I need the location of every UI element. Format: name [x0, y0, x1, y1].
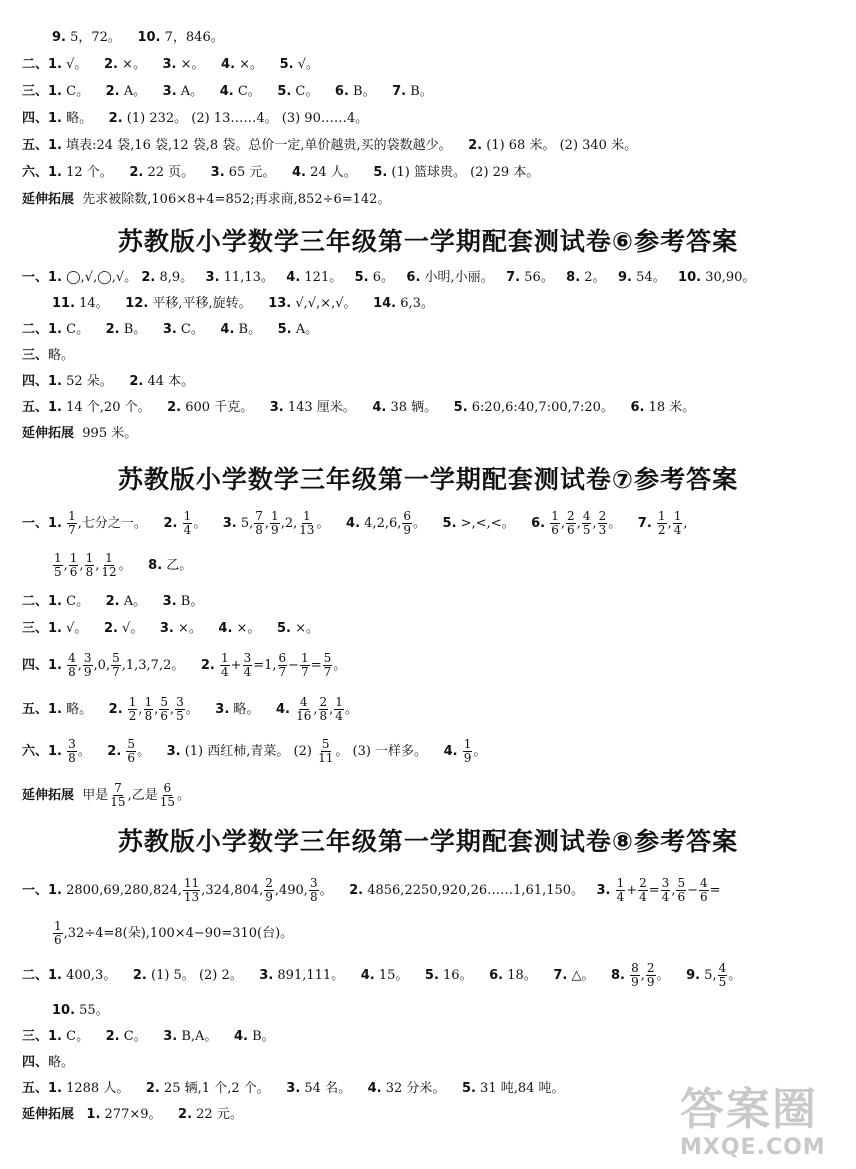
- s8-line-6: 四、略。: [22, 1055, 75, 1070]
- fraction: $\frac{7}{15}$: [110, 781, 126, 809]
- s7-line-1: 一、1. $\frac{1}{7}$ ,七分之一。 2. $\frac{1}{4}$ 。 3. 5, $\frac{7}{8}$ , $\frac{1}{9}$ ,2, $\frac{1}{13}$ 。 4. 4,2,6, $\frac{6}{9}$ 。 5. >,<,<。 6. $\frac{1}{6}$ , $\frac{2}{6}$ , $\frac{4}{5}$ , $\frac{2}{3}$ 。 7. $\frac{1}{2}$ , $\frac{1}{4}$ ,: [22, 509, 688, 537]
- fraction: $\frac{5}{7}$: [112, 651, 120, 679]
- s6-line-6: 五、1. 14 个,20 个。 2. 600 千克。 3. 143 厘米。 4. 38 辆。 5. 6:20,6:40,7:00,7:20。 6. 18 米。: [22, 400, 696, 415]
- fraction: $\frac{2}{9}$: [265, 876, 273, 904]
- top-line-1: 9. 5，72。 10. 7，846。: [52, 30, 224, 45]
- fraction: $\frac{1}{13}$: [299, 509, 315, 537]
- s6-line-2: 11. 14。 12. 平移,平移,旋转。 13. √,√,×,√。 14. 6,3。: [52, 296, 434, 311]
- fraction: $\frac{1}{2}$: [128, 695, 137, 723]
- s8-line-5: 三、1. C。 2. C。 3. B,A。 4. B。: [22, 1029, 275, 1044]
- fraction: $\frac{1}{2}$: [657, 509, 666, 537]
- s7-line-7: 六、1. $\frac{3}{8}$ 。 2. $\frac{5}{6}$ 。 3. (1) 西红柿,青菜。 (2) $\frac{5}{11}$ 。 (3) 一样多。 4. $\frac{1}{9}$ 。: [22, 737, 487, 765]
- fraction: $\frac{2}{3}$: [598, 509, 607, 537]
- fraction: $\frac{2}{9}$: [646, 961, 655, 989]
- fraction: $\frac{6}{9}$: [403, 509, 412, 537]
- s6-line-4: 三、略。: [22, 348, 75, 363]
- fraction: $\frac{2}{4}$: [639, 876, 647, 904]
- section-6-title: 苏教版小学数学三年级第一学期配套测试卷⑥参考答案: [117, 227, 739, 256]
- s7-line-6: 五、1. 略。 2. $\frac{1}{2}$ , $\frac{1}{8}$ , $\frac{5}{6}$ , $\frac{3}{5}$ 。 3. 略。 4. $\frac{4}{16}$ , $\frac{2}{8}$ , $\frac{1}{4}$ 。: [22, 695, 358, 723]
- top-line-6: 六、1. 12 个。 2. 22 页。 3. 65 元。 4. 24 人。 5. (1) 篮球贵。 (2) 29 本。: [22, 165, 540, 180]
- fraction: $\frac{1}{4}$: [221, 651, 229, 679]
- fraction: $\frac{5}{7}$: [323, 651, 332, 679]
- fraction: $\frac{4}{5}$: [718, 961, 727, 989]
- fraction: $\frac{4}{16}$: [296, 695, 312, 723]
- fraction: $\frac{1}{4}$: [673, 509, 682, 537]
- s8-line-1: 一、1. 2800,69,280,824, $\frac{11}{13}$ ,324,804, $\frac{2}{9}$ ,490, $\frac{3}{8}$ 。 2. 4856,2250,920,26……1,61,150。 3. $\frac{1}{4}$ + $\frac{2}{4}$ = $\frac{3}{4}$ , $\frac{5}{6}$ − $\frac{4}{6}$ =: [22, 876, 721, 904]
- s6-extension: 延伸拓展 995 米。: [22, 426, 138, 441]
- fraction: $\frac{5}{6}$: [677, 876, 686, 904]
- fraction: $\frac{1}{7}$: [68, 509, 76, 537]
- fraction: $\frac{2}{6}$: [567, 509, 575, 537]
- fraction: $\frac{5}{6}$: [160, 695, 168, 723]
- fraction: $\frac{3}{8}$: [309, 876, 318, 904]
- s7-line-3: 二、1. C。 2. A。 3. B。: [22, 594, 204, 609]
- s7-line-2: $\frac{1}{5}$ , $\frac{1}{6}$ , $\frac{1}{8}$ , $\frac{1}{12}$ 。 8. 乙。: [54, 551, 193, 579]
- fraction: $\frac{1}{5}$: [54, 551, 62, 579]
- fraction: $\frac{6}{15}$: [159, 781, 175, 809]
- s8-line-4: 10. 55。: [52, 1003, 109, 1018]
- top-line-2: 二、1. √。 2. ×。 3. ×。 4. ×。 5. √。: [22, 57, 319, 72]
- watermark-logo: 答案圈 MXQE.COM: [680, 1084, 826, 1160]
- s8-line-2: $\frac{1}{6}$ ,32÷4=8(朵),100×4−90=310(台)。: [54, 919, 294, 947]
- fraction: $\frac{7}{8}$: [255, 509, 263, 537]
- fraction: $\frac{3}{5}$: [176, 695, 184, 723]
- top-line-3: 三、1. C。 2. A。 3. A。 4. C。 5. C。 6. B。 7. B。: [22, 84, 433, 99]
- fraction: $\frac{11}{13}$: [183, 876, 200, 904]
- section-8-title: 苏教版小学数学三年级第一学期配套测试卷⑧参考答案: [117, 827, 739, 856]
- fraction: $\frac{4}{8}$: [68, 651, 76, 679]
- fraction: $\frac{5}{6}$: [127, 737, 136, 765]
- fraction: $\frac{4}{6}$: [700, 876, 708, 904]
- fraction: $\frac{3}{4}$: [661, 876, 670, 904]
- s8-extension: 延伸拓展 1. 277×9。 2. 22 元。: [22, 1107, 243, 1122]
- fraction: $\frac{3}{8}$: [68, 737, 76, 765]
- fraction: $\frac{1}{6}$: [551, 509, 559, 537]
- fraction: $\frac{1}{4}$: [335, 695, 343, 723]
- fraction: $\frac{3}{9}$: [83, 651, 92, 679]
- fraction: $\frac{1}{7}$: [301, 651, 309, 679]
- top-line-4: 四、1. 略。 2. (1) 232。 (2) 13……4。 (3) 90……4。: [22, 111, 369, 126]
- section-7-title: 苏教版小学数学三年级第一学期配套测试卷⑦参考答案: [117, 465, 739, 494]
- s8-line-3: 二、1. 400,3。 2. (1) 5。 (2) 2。 3. 891,111。 4. 15。 5. 16。 6. 18。 7. △。 8. $\frac{8}{9}$ , $\frac{2}{9}$ 。 9. 5, $\frac{4}{5}$ 。: [22, 961, 742, 989]
- fraction: $\frac{1}{4}$: [616, 876, 625, 904]
- fraction: $\frac{1}{4}$: [183, 509, 192, 537]
- fraction: $\frac{8}{9}$: [631, 961, 639, 989]
- fraction: $\frac{4}{5}$: [582, 509, 591, 537]
- top-extension: 延伸拓展 先求被除数,106×8+4=852;再求商,852÷6=142。: [22, 192, 391, 207]
- fraction: $\frac{1}{8}$: [144, 695, 153, 723]
- fraction: $\frac{6}{7}$: [278, 651, 287, 679]
- fraction: $\frac{3}{4}$: [243, 651, 252, 679]
- fraction: $\frac{5}{11}$: [318, 737, 334, 765]
- fraction: $\frac{2}{8}$: [319, 695, 328, 723]
- s7-line-4: 三、1. √。 2. √。 3. ×。 4. ×。 5. ×。: [22, 621, 319, 636]
- s7-extension: 延伸拓展 甲是 $\frac{7}{15}$ ,乙是 $\frac{6}{15}$ 。: [22, 781, 191, 809]
- fraction: $\frac{1}{12}$: [101, 551, 117, 579]
- s7-line-5: 四、1. $\frac{4}{8}$ , $\frac{3}{9}$ ,0, $\frac{5}{7}$ ,1,3,7,2。 2. $\frac{1}{4}$ + $\frac{3}{4}$ =1, $\frac{6}{7}$ − $\frac{1}{7}$ = $\frac{5}{7}$ 。: [22, 651, 347, 679]
- fraction: $\frac{1}{9}$: [463, 737, 472, 765]
- s6-line-3: 二、1. C。 2. B。 3. C。 4. B。 5. A。: [22, 322, 319, 337]
- fraction: $\frac{1}{6}$: [69, 551, 78, 579]
- fraction: $\frac{1}{6}$: [54, 919, 62, 947]
- fraction: $\frac{1}{8}$: [85, 551, 94, 579]
- top-line-5: 五、1. 填表:24 袋,16 袋,12 袋,8 袋。总价一定,单价越贵,买的袋数越少。 2. (1) 68 米。 (2) 340 米。: [22, 138, 638, 153]
- s8-line-7: 五、1. 1288 人。 2. 25 辆,1 个,2 个。 3. 54 名。 4. 32 分米。 5. 31 吨,84 吨。: [22, 1081, 565, 1096]
- s6-line-1: 一、1. ◯,√,◯,√。 2. 8,9。 3. 11,13。 4. 121。 5. 6。 6. 小明,小丽。 7. 56。 8. 2。 9. 54。 10. 30,90。: [22, 270, 756, 285]
- s6-line-5: 四、1. 52 朵。 2. 44 本。: [22, 374, 195, 389]
- fraction: $\frac{1}{9}$: [271, 509, 279, 537]
